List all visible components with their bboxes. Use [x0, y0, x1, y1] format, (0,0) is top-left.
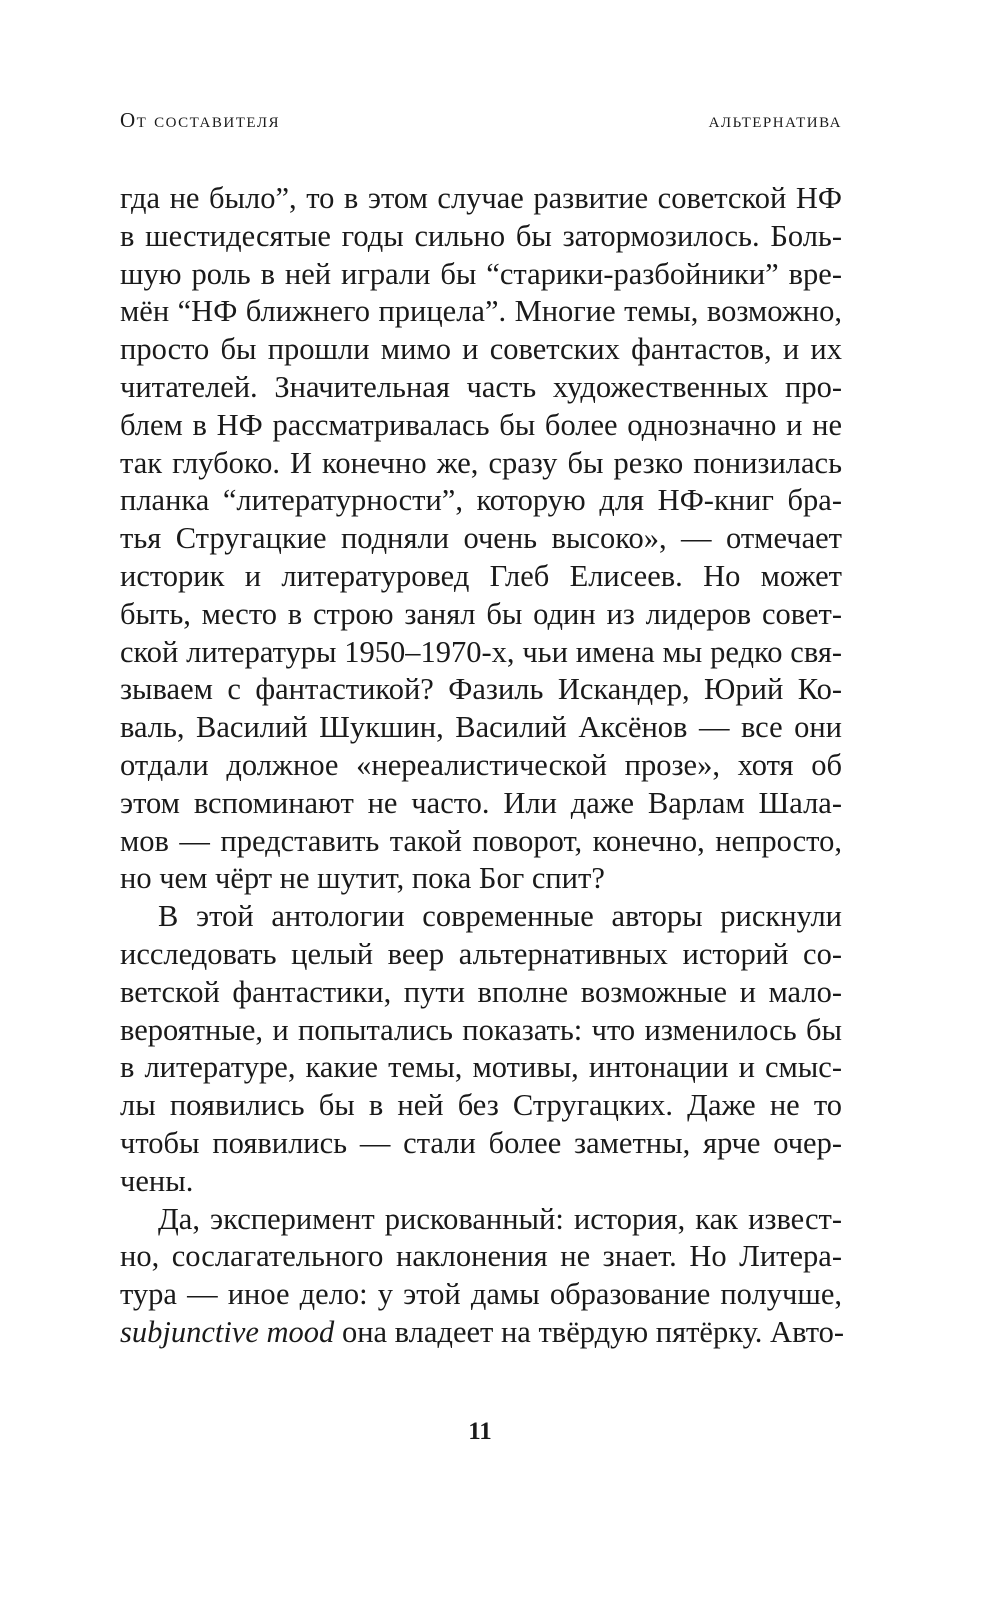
header-book-title: альтернатива	[708, 108, 842, 132]
text-line: чены.	[120, 1163, 194, 1198]
header-section-title: От составителя	[120, 108, 280, 132]
text-line: шую роль в ней играли бы “старики-разбойники” вре-	[120, 256, 842, 291]
text-line: вероятные, и попытались показать: что изменилось бы	[120, 1012, 842, 1047]
text-line: В этой антологии современные авторы рискнули	[158, 899, 842, 934]
text-line: лы появились бы в ней без Стругацких. Даже не то	[120, 1088, 842, 1123]
text-line: этом вспоминают не часто. Или даже Варлам Шала-	[120, 785, 842, 820]
text-line: но, сослагательного наклонения не знает. Но Литера-	[120, 1239, 842, 1274]
text-line: ской литературы 1950–1970-х, чьи имена мы редко свя-	[120, 634, 842, 669]
line-remainder: она владеет на твёрдую пятёрку. Авто-	[334, 1314, 845, 1349]
page-number: 11	[468, 1418, 492, 1445]
text-line: тура — иное дело: у этой дамы образование получше,	[120, 1277, 842, 1312]
text-line: читателей. Значительная часть художественных про-	[120, 369, 842, 404]
text-line: быть, место в строю занял бы один из лидеров совет-	[120, 596, 842, 631]
text-line: но чем чёрт не шутит, пока Бог спит?	[120, 861, 605, 896]
text-line: Да, эксперимент рискованный: история, как извест-	[158, 1201, 842, 1236]
text-line: ветской фантастики, пути вполне возможные и мало-	[120, 974, 842, 1009]
text-line: историк и литературовед Глеб Елисеев. Но может	[120, 558, 842, 593]
paragraph-3	[120, 1201, 845, 1352]
text-line: исследовать целый веер альтернативных историй со-	[120, 936, 842, 971]
text-line: блем в НФ рассматривалась бы более однозначно и не	[120, 407, 842, 442]
text-line: мов — представить такой поворот, конечно, непросто,	[120, 823, 842, 858]
text-line: отдали должное «нереалистической прозе», хотя об	[120, 747, 842, 782]
text-line: мён “НФ ближнего прицела”. Многие темы, возможно,	[120, 294, 842, 329]
text-line: зываем с фантастикой? Фазиль Искандер, Юрий Ко-	[120, 672, 842, 707]
paragraph-1	[120, 180, 842, 898]
text-line: просто бы прошли мимо и советских фантастов, и их	[120, 332, 842, 367]
body-text	[120, 180, 845, 1352]
text-line: чтобы появились — стали более заметны, ярче очер-	[120, 1125, 842, 1160]
text-line: тья Стругацкие подняли очень высоко», — отмечает	[120, 521, 842, 556]
text-line: в литературе, какие темы, мотивы, интонации и смыс-	[120, 1050, 842, 1085]
text-line: в шестидесятые годы сильно бы затормозилось. Боль-	[120, 218, 842, 253]
text-line: планка “литературности”, которую для НФ-книг бра-	[120, 483, 842, 518]
text-line-mixed	[120, 1314, 845, 1352]
text-line: гда не было”, то в этом случае развитие советской НФ	[120, 181, 842, 215]
italic-phrase: subjunctive mood	[120, 1314, 335, 1349]
paragraph-2	[120, 898, 842, 1200]
running-header	[120, 108, 842, 138]
text-line: так глубоко. И конечно же, сразу бы резко понизилась	[120, 445, 842, 480]
text-line: валь, Василий Шукшин, Василий Аксёнов — все они	[120, 710, 842, 745]
